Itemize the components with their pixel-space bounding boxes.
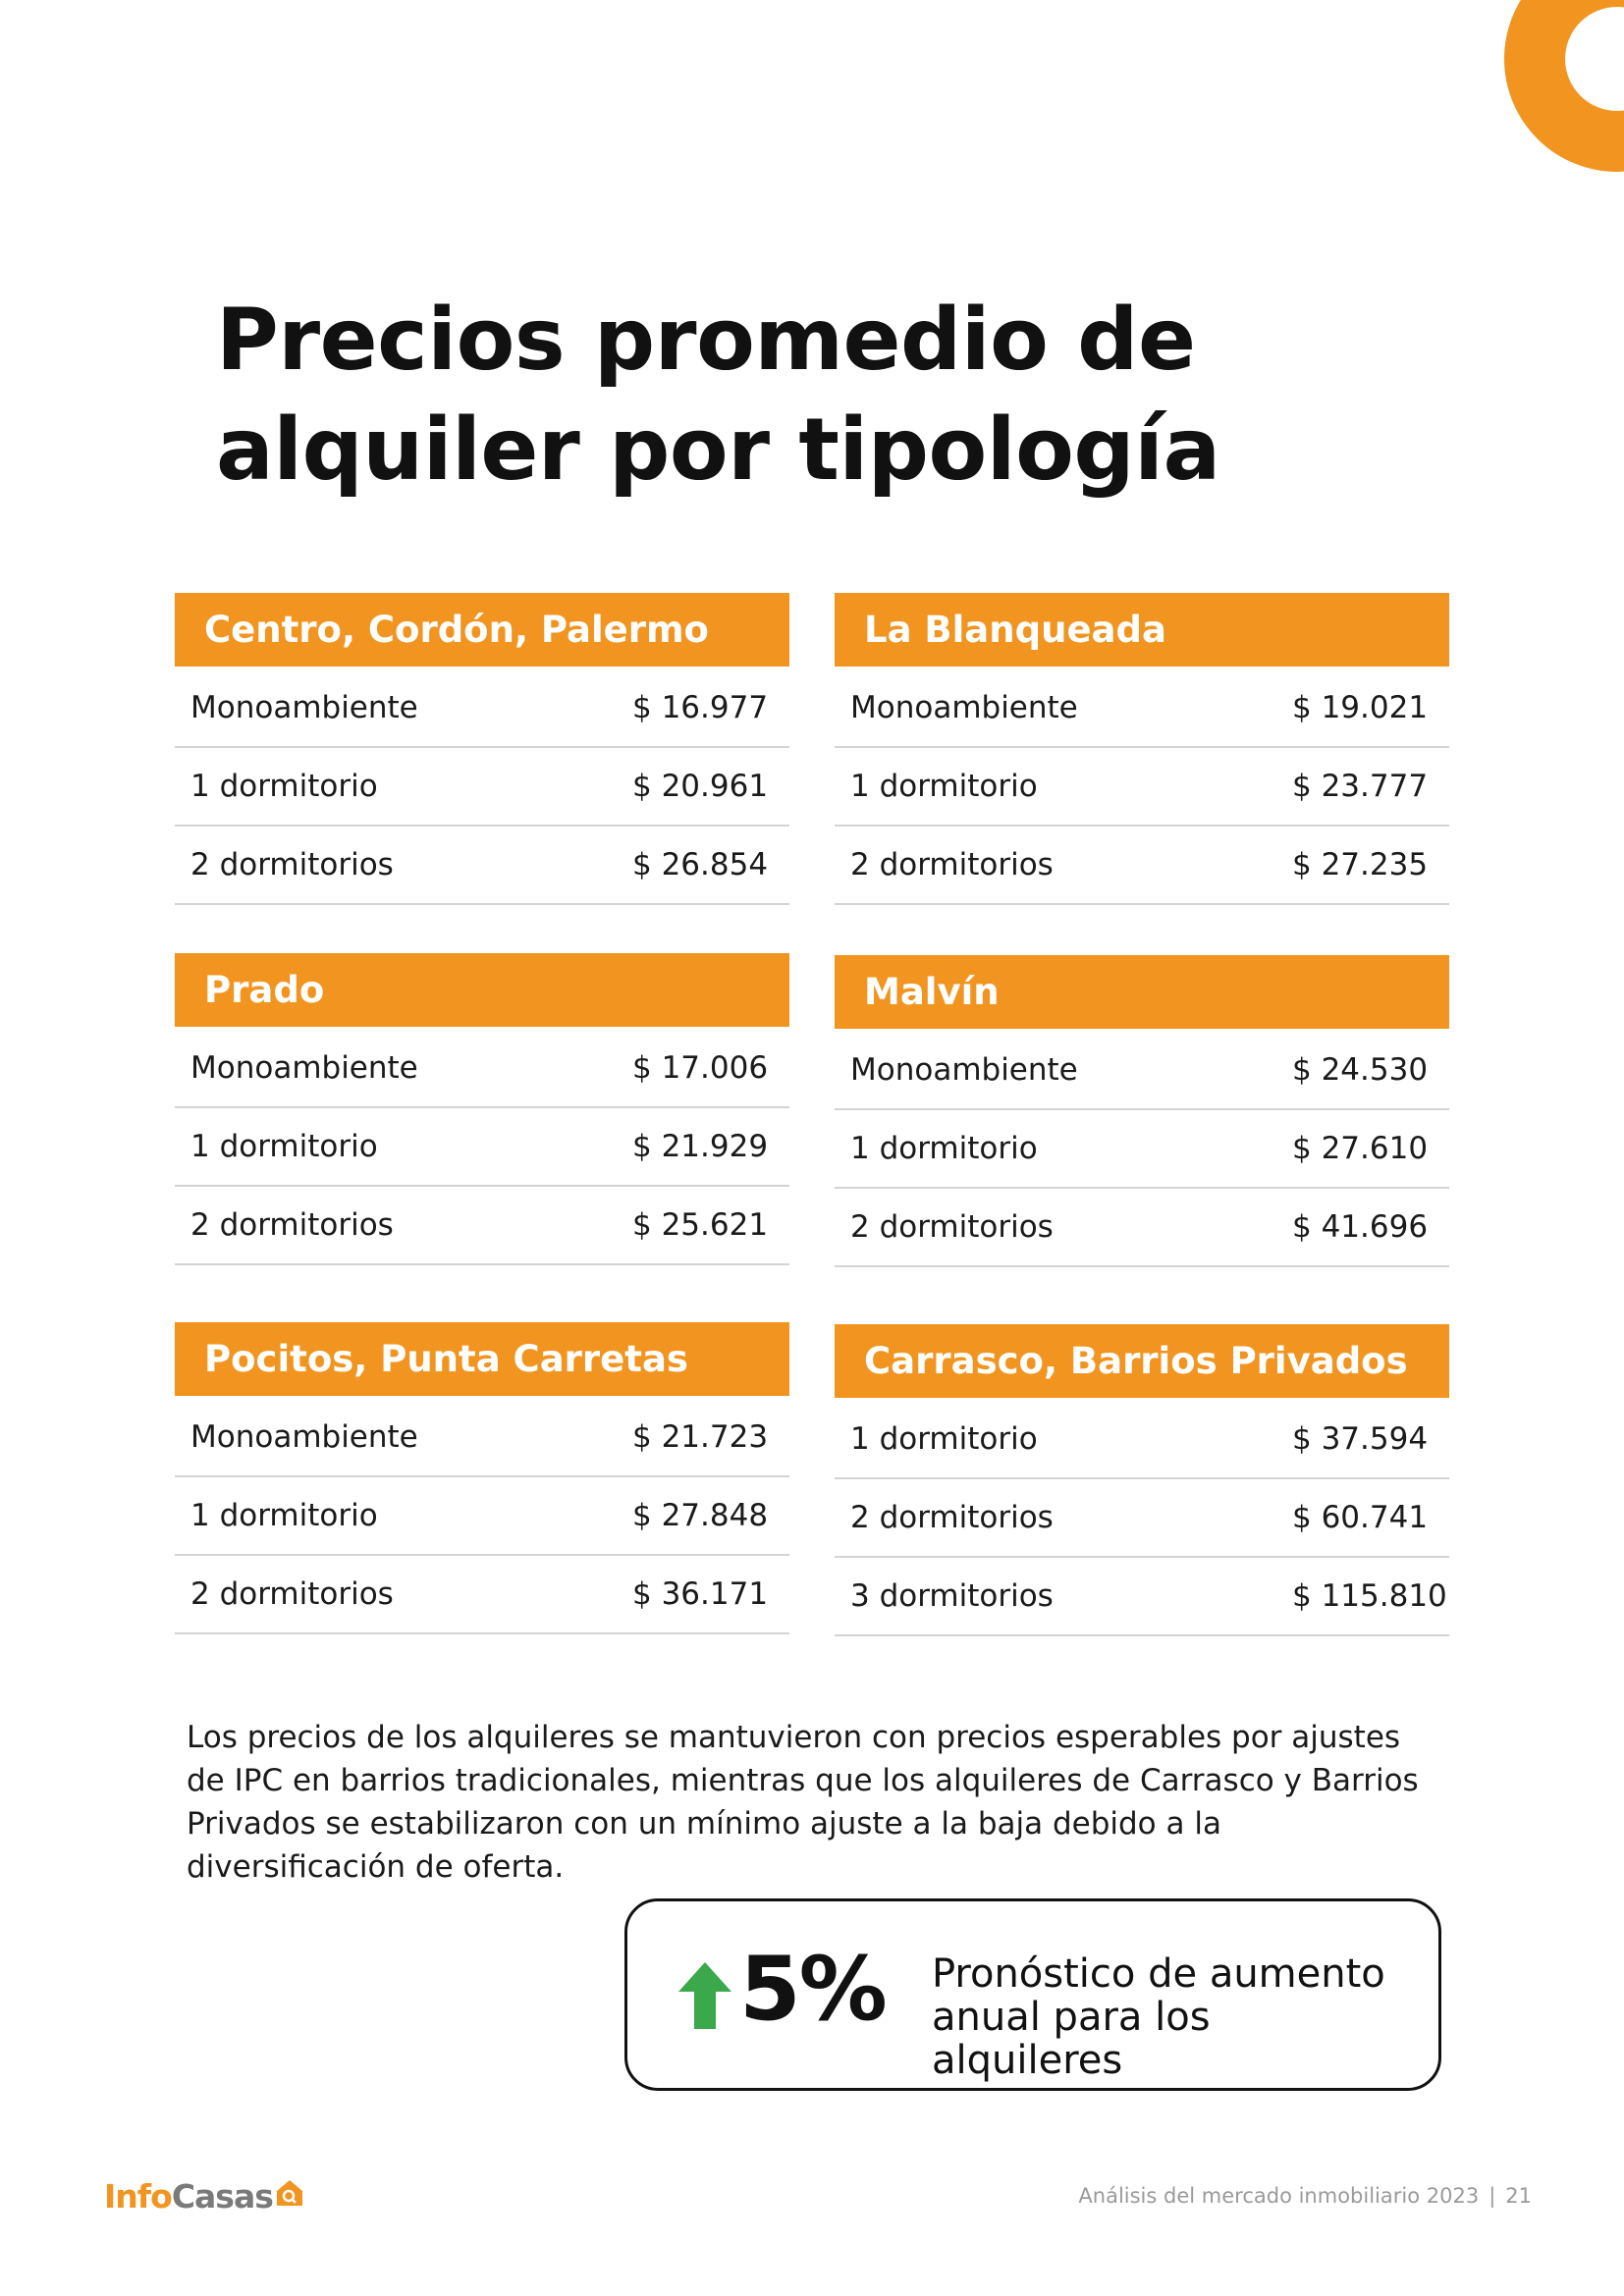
row-value: $ 16.977 — [632, 690, 769, 725]
price-table-carrasco — [835, 1324, 1449, 1636]
row-label: 1 dormitorio — [190, 769, 378, 804]
row-value: $ 25.621 — [632, 1207, 769, 1243]
table-row — [175, 1477, 789, 1556]
row-label: Monoambiente — [190, 1419, 418, 1455]
forecast-value: 5% — [739, 1938, 886, 2041]
row-label: Monoambiente — [850, 1052, 1078, 1088]
row-label: 2 dormitorios — [190, 1207, 394, 1243]
forecast-box — [624, 1898, 1441, 2091]
row-value: $ 24.530 — [1292, 1052, 1429, 1088]
table-row — [835, 1401, 1449, 1479]
table-row — [835, 1189, 1449, 1267]
table-row — [835, 1479, 1449, 1558]
page-number: 21 — [1505, 2184, 1532, 2208]
row-value: $ 27.848 — [632, 1498, 769, 1533]
row-label: 2 dormitorios — [190, 1576, 394, 1612]
price-table-centro — [175, 593, 789, 905]
table-row — [835, 1110, 1449, 1189]
row-value: $ 27.235 — [1292, 847, 1429, 882]
table-header: Carrasco, Barrios Privados — [835, 1324, 1449, 1401]
up-arrow-icon — [677, 1960, 733, 2035]
row-label: 2 dormitorios — [850, 847, 1054, 882]
forecast-caption — [932, 1952, 1403, 2082]
table-row — [175, 1399, 789, 1477]
row-label: 1 dormitorio — [190, 1129, 378, 1164]
row-label: 2 dormitorios — [850, 1500, 1054, 1535]
table-row — [835, 748, 1449, 827]
table-row — [835, 1558, 1449, 1636]
row-value: $ 41.696 — [1292, 1209, 1429, 1245]
row-value: $ 19.021 — [1292, 690, 1429, 725]
forecast-caption-line: anual para los alquileres — [932, 1995, 1211, 2083]
row-label: Monoambiente — [850, 690, 1078, 725]
report-title: Análisis del mercado inmobiliario 2023 — [1078, 2184, 1480, 2208]
row-label: Monoambiente — [190, 1050, 418, 1086]
row-label: 3 dormitorios — [850, 1578, 1054, 1614]
table-row — [835, 1032, 1449, 1110]
row-value: $ 26.854 — [632, 847, 769, 882]
house-search-icon — [275, 2177, 304, 2216]
row-label: 2 dormitorios — [190, 847, 394, 882]
table-row — [835, 669, 1449, 748]
forecast-caption-line: Pronóstico de aumento — [932, 1951, 1385, 1997]
row-value: $ 37.594 — [1292, 1421, 1429, 1457]
row-value: $ 36.171 — [632, 1576, 769, 1612]
row-value: $ 23.777 — [1292, 769, 1429, 804]
row-value: $ 21.723 — [632, 1419, 769, 1455]
summary-paragraph: Los precios de los alquileres se mantuvieron con precios esperables por ajustes de IPC en barrios tradicionales, mientras que los alquileres de Carrasco y Barrios Privados se estabilizaron con un mínimo ajuste a la baja debido a la diversificación de oferta. — [187, 1720, 1419, 1885]
table-header: Prado — [175, 953, 789, 1030]
row-value: $ 27.610 — [1292, 1131, 1429, 1166]
row-value: $ 21.929 — [632, 1129, 769, 1164]
table-header: Centro, Cordón, Palermo — [175, 593, 789, 669]
price-table-prado — [175, 953, 789, 1265]
table-header: Pocitos, Punta Carretas — [175, 1322, 789, 1399]
table-row — [175, 669, 789, 748]
row-label: 1 dormitorio — [190, 1498, 378, 1533]
table-header: Malvín — [835, 955, 1449, 1032]
table-row — [175, 827, 789, 905]
row-value: $ 60.741 — [1292, 1500, 1429, 1535]
table-row — [175, 1108, 789, 1187]
price-table-pocitos — [175, 1322, 789, 1634]
footer-separator: | — [1489, 2184, 1496, 2208]
row-value: $ 115.810 — [1292, 1578, 1447, 1614]
table-row — [175, 1030, 789, 1108]
table-row — [175, 1556, 789, 1634]
infocasas-logo — [104, 2177, 304, 2216]
table-header: La Blanqueada — [835, 593, 1449, 669]
row-label: 2 dormitorios — [850, 1209, 1054, 1245]
logo-text-info: Info — [104, 2177, 172, 2216]
table-row — [835, 827, 1449, 905]
price-table-la-blanqueada — [835, 593, 1449, 905]
corner-ring-decoration — [1504, 0, 1624, 172]
logo-text-casas: Casas — [171, 2177, 273, 2216]
row-value: $ 17.006 — [632, 1050, 769, 1086]
footer-report-info — [1078, 2184, 1532, 2208]
row-label: 1 dormitorio — [850, 1421, 1038, 1457]
table-row — [175, 748, 789, 827]
row-value: $ 20.961 — [632, 769, 769, 804]
table-row — [175, 1187, 789, 1265]
row-label: 1 dormitorio — [850, 1131, 1038, 1166]
price-table-malvin — [835, 955, 1449, 1267]
row-label: 1 dormitorio — [850, 769, 1038, 804]
row-label: Monoambiente — [190, 690, 418, 725]
page-title: Precios promedio de alquiler por tipología — [216, 290, 1220, 500]
